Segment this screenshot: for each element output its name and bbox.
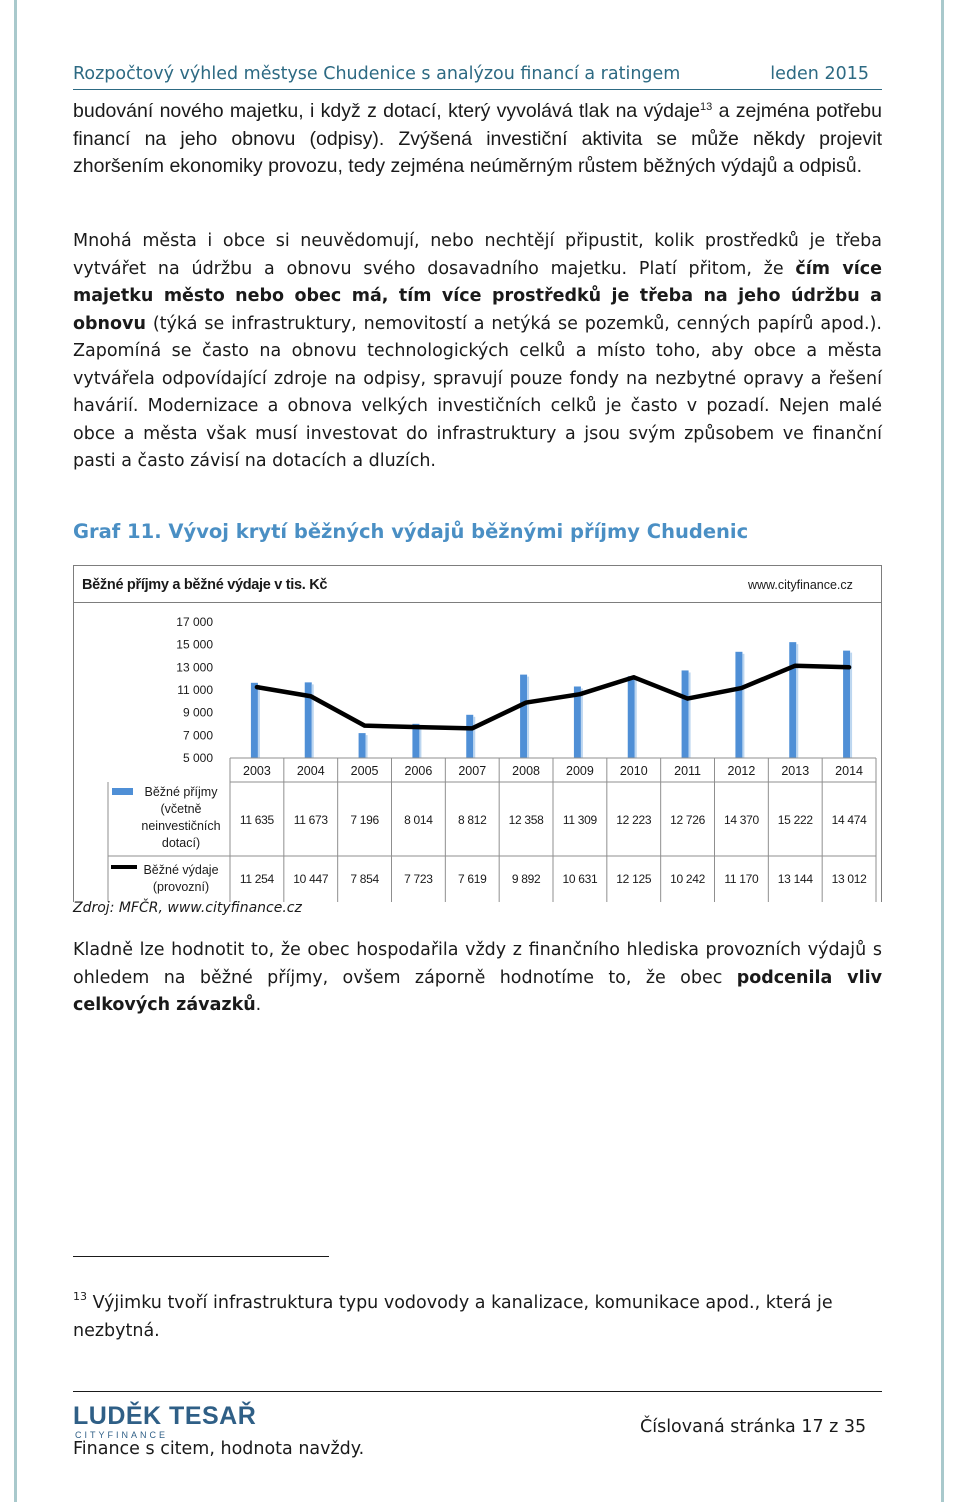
expense-data-label: 13 012 (831, 872, 867, 886)
y-tick-label: 7 000 (182, 728, 213, 743)
income-bar-shade (796, 644, 798, 758)
x-tick-label: 2012 (727, 764, 756, 778)
header-date: leden 2015 (770, 64, 869, 84)
y-tick-label: 11 000 (177, 683, 213, 697)
y-tick-label: 15 000 (176, 637, 213, 652)
income-bar (789, 642, 796, 758)
income-data-label: 8 812 (457, 813, 487, 827)
legend-income-label: neinvestičních (141, 819, 221, 833)
chart-site-label: www.cityfinance.cz (748, 578, 853, 592)
paragraph-emphasis: čím více majetku město nebo obec má, tím více prostředků je třeba na jeho údržbu a obnovu (73, 258, 882, 334)
legend-expense-label: Běžné výdaje (143, 863, 219, 877)
footer-divider (73, 1391, 882, 1392)
income-data-label: 7 196 (350, 813, 379, 827)
paragraph-emphasis: podcenila vliv celkových závazků (73, 967, 882, 1015)
x-tick-label: 2003 (243, 764, 271, 778)
y-tick-label: 9 000 (182, 705, 213, 720)
income-bar-shade (635, 678, 637, 758)
legend-income-label: Běžné příjmy (144, 785, 218, 799)
expense-data-label: 9 892 (511, 872, 541, 886)
paragraph-text: Kladně lze hodnotit to, že obec hospodařila vždy z finančního hlediska provozních výdajů s ohledem na běžné příjmy, ovšem záporně hodnotíme to, že obec (73, 940, 882, 988)
income-bar-shade (689, 672, 691, 758)
paragraph-text: Mnohá města i obce si neuvědomují, nebo nechtějí připustit, kolik prostředků je třeba vytvářet na údržbu a obnovu svého dosavadního majetku. Platí přitom, že (73, 231, 882, 279)
company-logo (73, 1402, 256, 1440)
income-bar (682, 670, 689, 758)
income-data-label: 11 673 (293, 813, 328, 827)
expense-line (257, 666, 849, 729)
legend-expense-label: (provozní) (152, 880, 210, 894)
expense-data-label: 10 631 (562, 872, 598, 886)
logo-name: LUDĚK TESAŘ (73, 1402, 257, 1430)
y-tick-label: 5 000 (182, 751, 213, 765)
income-bar-shade (366, 735, 368, 758)
x-tick-label: 2013 (781, 764, 810, 778)
paragraph-text: (týká se infrastruktury, nemovitostí a netýká se pozemků, cenných papírů apod.). Zapomíná se často na obnovu technologických celků a místo toho, aby obce a města vytvářela odpovídající zdroje na odpisy, spravují pouze fondy na nezbytné opravy a řešení havárií. Modernizace a obnova velkých investičních celků je často v pozadí. Nejen malé obce a města však musí investovat do infrastruktury a jsou svým způsobem ve finanční pasti a často závisí na dotacích a dluzích. (73, 313, 882, 471)
income-data-label: 8 014 (404, 813, 433, 827)
income-data-label: 11 635 (239, 813, 274, 827)
footnote-reference[interactable]: 13 (700, 101, 713, 113)
x-tick-label: 2007 (458, 764, 487, 778)
footnote-text: Výjimku tvoří infrastruktura typu vodovody a kanalizace, komunikace apod., která je nezbytná. (73, 1293, 833, 1341)
page-number: Číslovaná stránka 17 z 35 (640, 1417, 867, 1437)
chart-source: Zdroj: MFČR, www.cityfinance.cz (73, 900, 302, 916)
income-bar-shade (473, 717, 475, 758)
x-tick-label: 2004 (296, 764, 325, 778)
expense-data-label: 7 723 (404, 872, 433, 886)
income-bar (466, 715, 473, 758)
y-tick-label: 13 000 (176, 660, 213, 675)
footnote (73, 1290, 882, 1345)
income-data-label: 12 358 (508, 813, 544, 827)
x-tick-label: 2008 (512, 764, 540, 778)
paragraph-evaluation (73, 937, 882, 1020)
legend-income-label: dotací) (161, 836, 201, 850)
income-bar-shade (419, 726, 421, 758)
paragraph-text: a zejména potřebu financí na jeho obnovu (odpisy). Zvýšená investiční aktivita se může někdy projevit zhoršením ekonomiky provozu, tedy zejména neúměrným růstem běžných výdajů a odpisů. (73, 100, 882, 177)
x-tick-label: 2010 (619, 764, 648, 778)
income-bar-shade (581, 688, 583, 758)
expense-data-label: 11 254 (239, 872, 274, 886)
expense-data-label: 7 854 (350, 872, 379, 886)
paragraph-text: . (255, 995, 262, 1015)
expense-data-label: 7 619 (457, 872, 487, 886)
income-data-label: 11 309 (562, 813, 597, 827)
x-tick-label: 2014 (835, 764, 863, 778)
income-bar (735, 652, 742, 758)
income-bar (520, 675, 527, 758)
x-tick-label: 2011 (674, 764, 702, 778)
expense-data-label: 13 144 (777, 872, 813, 886)
expense-data-label: 12 125 (616, 872, 652, 886)
y-tick-label: 17 000 (176, 615, 213, 629)
income-bar-shade (742, 654, 744, 758)
footnote-divider (73, 1256, 329, 1257)
expense-data-label: 10 447 (293, 872, 329, 886)
income-bar-shade (258, 685, 260, 758)
chart-caption: Graf 11. Vývoj krytí běžných výdajů běžnými příjmy Chudenic (73, 520, 749, 543)
chart-title: Běžné příjmy a běžné výdaje v tis. Kč (82, 577, 328, 593)
income-bar (628, 676, 635, 758)
paragraph-text: budování nového majetku, i když z dotací, který vyvolává tlak na výdaje (73, 100, 700, 122)
legend-income-label: (včetně (160, 802, 202, 816)
legend-income-swatch (112, 788, 133, 795)
x-tick-label: 2009 (566, 764, 594, 778)
income-data-label: 12 726 (670, 813, 706, 827)
logo-subtitle: CITYFINANCE (75, 1430, 169, 1440)
footer-slogan: Finance s citem, hodnota navždy. (73, 1439, 365, 1459)
expense-data-label: 11 170 (724, 872, 759, 886)
income-data-label: 14 370 (723, 813, 759, 827)
x-tick-label: 2005 (350, 764, 379, 778)
footnote-number: 13 (73, 1290, 87, 1303)
income-bar-shade (527, 677, 529, 758)
header-title: Rozpočtový výhled městyse Chudenice s analýzou financí a ratingem (73, 64, 681, 84)
income-bar (251, 683, 258, 758)
income-bar (359, 733, 366, 758)
income-data-label: 15 222 (777, 813, 813, 827)
income-data-label: 12 223 (616, 813, 652, 827)
x-tick-label: 2006 (404, 764, 433, 778)
income-data-label: 14 474 (831, 813, 867, 827)
expense-data-label: 10 242 (670, 872, 706, 886)
